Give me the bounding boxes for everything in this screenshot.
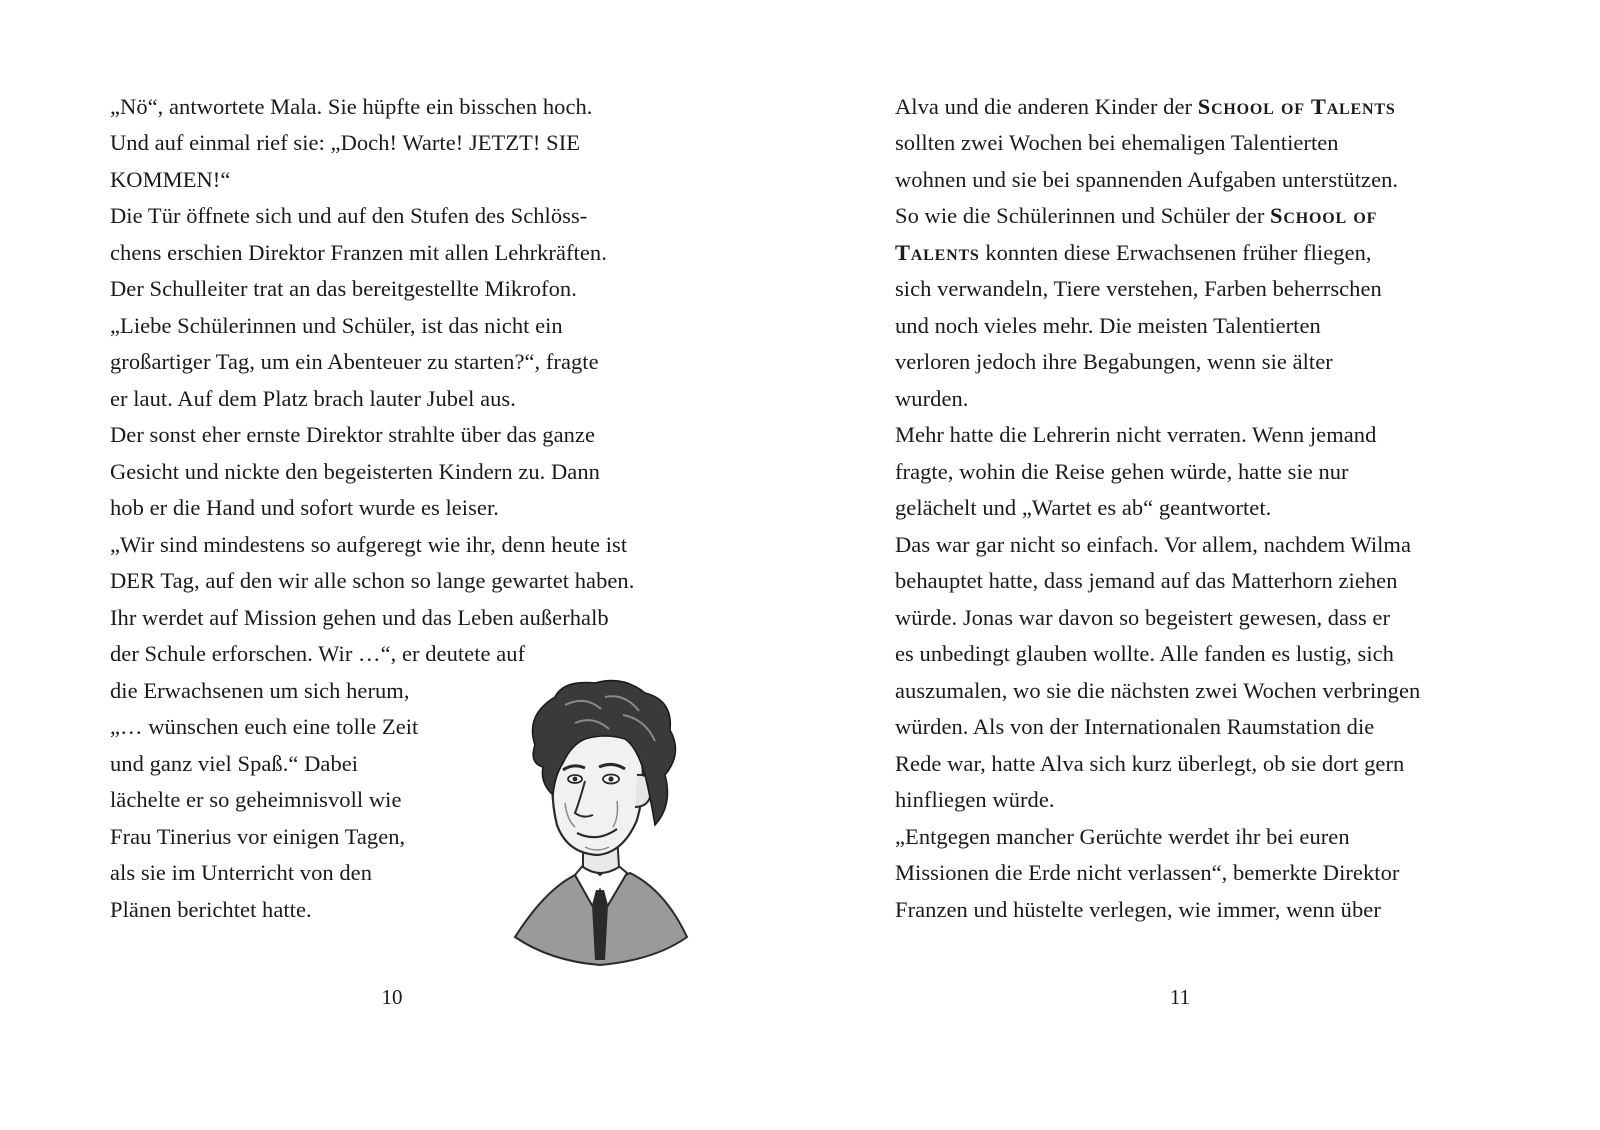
text-line: lächelte er so geheimnisvoll wie (110, 787, 402, 812)
text-line: „Nö“, antwortete Mala. Sie hüpfte ein bisschen hoch. (110, 94, 593, 119)
text-line: behauptet hatte, dass jemand auf das Matterhorn ziehen (895, 568, 1398, 593)
text-line: Der sonst eher ernste Direktor strahlte über das ganze (110, 422, 596, 447)
text-segment: So wie die Schülerinnen und Schüler der (895, 203, 1271, 228)
text-line: chens erschien Direktor Franzen mit allen Lehrkräften. (110, 240, 607, 265)
text-line: verloren jedoch ihre Begabungen, wenn sie älter (895, 349, 1333, 374)
text-line: Frau Tinerius vor einigen Tagen, (110, 824, 406, 849)
text-line: „Entgegen mancher Gerüchte werdet ihr bei euren (895, 824, 1350, 849)
text-line (895, 89, 1396, 126)
text-line: Die Tür öffnete sich und auf den Stufen des Schlöss- (110, 203, 588, 228)
text-line: gelächelt und „Wartet es ab“ geantwortet. (895, 495, 1272, 520)
text-line: wohnen und sie bei spannenden Aufgaben unterstützen. (895, 167, 1399, 192)
text-line: fragte, wohin die Reise gehen würde, hatte sie nur (895, 459, 1349, 484)
text-line: großartiger Tag, um ein Abenteuer zu starten?“, fragte (110, 349, 599, 374)
text-line: sollten zwei Wochen bei ehemaligen Talentierten (895, 130, 1339, 155)
right-page (800, 0, 1600, 1130)
text-line: Rede war, hatte Alva sich kurz überlegt, ob sie dort gern (895, 751, 1405, 776)
text-line: Mehr hatte die Lehrerin nicht verraten. Wenn jemand (895, 422, 1377, 447)
text-line: die Erwachsenen um sich herum, (110, 678, 410, 703)
series-title: School of Talents (1197, 94, 1396, 119)
text-line: hinfliegen würde. (895, 787, 1055, 812)
text-line: DER Tag, auf den wir alle schon so lange gewartet haben. (110, 568, 635, 593)
director-portrait-illustration (505, 675, 695, 967)
text-line: KOMMEN!“ (110, 167, 231, 192)
series-title: Talents (895, 240, 980, 265)
text-segment: konnten diese Erwachsenen früher fliegen, (979, 240, 1372, 265)
text-line: als sie im Unterricht von den (110, 860, 373, 885)
text-line: Das war gar nicht so einfach. Vor allem, nachdem Wilma (895, 532, 1412, 557)
text-line: und noch vieles mehr. Die meisten Talentierten (895, 313, 1321, 338)
director-portrait-icon (505, 675, 695, 967)
text-line: es unbedingt glauben wollte. Alle fanden es lustig, sich (895, 641, 1394, 666)
text-line: wurden. (895, 386, 969, 411)
text-line: Gesicht und nickte den begeisterten Kindern zu. Dann (110, 459, 600, 484)
text-line: würden. Als von der Internationalen Raumstation die (895, 714, 1375, 739)
text-line: „… wünschen euch eine tolle Zeit (110, 714, 419, 739)
text-line (895, 235, 1372, 272)
text-line: sich verwandeln, Tiere verstehen, Farben beherrschen (895, 276, 1382, 301)
page-number-right: 11 (1169, 985, 1191, 1009)
text-line: und ganz viel Spaß.“ Dabei (110, 751, 359, 776)
text-line: „Liebe Schülerinnen und Schüler, ist das nicht ein (110, 313, 563, 338)
text-line: Der Schulleiter trat an das bereitgestellte Mikrofon. (110, 276, 577, 301)
text-line: Missionen die Erde nicht verlassen“, bemerkte Direktor (895, 860, 1400, 885)
series-title: School of (1270, 203, 1378, 228)
text-line: Ihr werdet auf Mission gehen und das Leben außerhalb (110, 605, 609, 630)
text-line: Plänen berichtet hatte. (110, 897, 312, 922)
text-line: auszumalen, wo sie die nächsten zwei Wochen verbringen (895, 678, 1421, 703)
text-line: hob er die Hand und sofort wurde es leiser. (110, 495, 499, 520)
text-line: Und auf einmal rief sie: „Doch! Warte! JETZT! SIE (110, 130, 581, 155)
page-number-left: 10 (381, 985, 403, 1009)
text-line: Franzen und hüstelte verlegen, wie immer, wenn über (895, 897, 1381, 922)
text-line: der Schule erforschen. Wir …“, er deutete auf (110, 641, 526, 666)
text-line: er laut. Auf dem Platz brach lauter Jubel aus. (110, 386, 516, 411)
text-line (895, 198, 1377, 235)
text-segment: Alva und die anderen Kinder der (895, 94, 1198, 119)
text-line: „Wir sind mindestens so aufgeregt wie ihr, denn heute ist (110, 532, 628, 557)
text-line: würde. Jonas war davon so begeistert gewesen, dass er (895, 605, 1391, 630)
